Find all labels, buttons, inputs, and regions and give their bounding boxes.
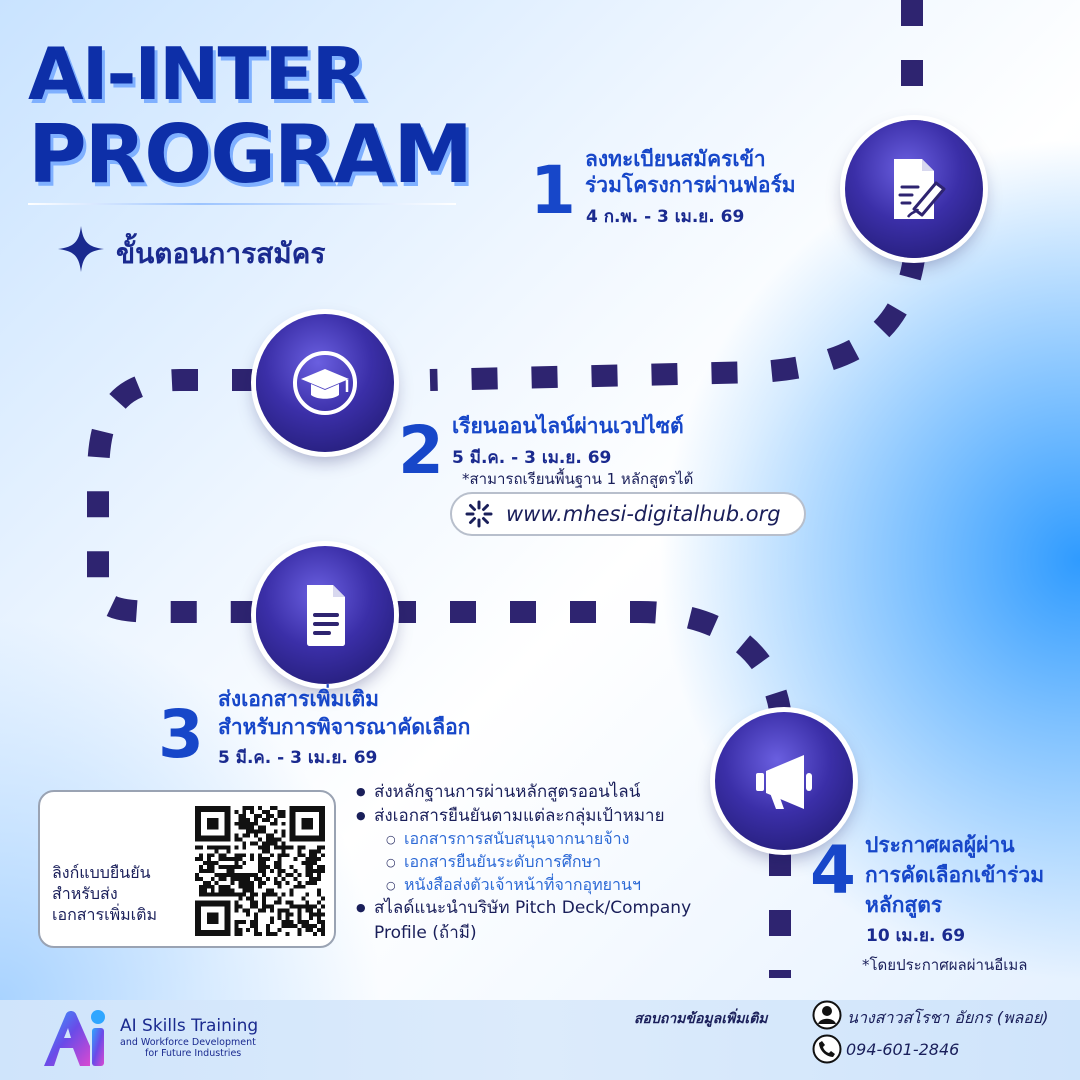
step-1-number: 1: [530, 152, 576, 229]
list-item: [356, 896, 756, 944]
step-4-title-line-2: การคัดเลือกเข้าร่วม: [865, 863, 1045, 887]
document-icon: [289, 579, 361, 651]
step-2-number: 2: [398, 412, 444, 489]
graduation-cap-icon: [289, 347, 361, 419]
qr-label-line-2: สำหรับส่ง: [52, 884, 118, 904]
step-1-circle: [845, 120, 983, 258]
sub-list-item: ○ เอกสารยืนยันระดับการศึกษา: [356, 851, 756, 874]
brand-subtitle-line-1: and Workforce Development: [120, 1037, 256, 1048]
phone-icon: [812, 1034, 842, 1064]
step-2-note: *สามารถเรียนพื้นฐาน 1 หลักสูตรได้: [462, 470, 694, 488]
list-item: ● ส่งหลักฐานการผ่านหลักสูตรออนไลน์: [356, 780, 756, 804]
qr-label-line-1: ลิงก์แบบยืนยัน: [52, 863, 151, 882]
contact-name: นางสาวสโรชา อัยกร (พลอย): [847, 1008, 1049, 1027]
step-4-number: 4: [810, 832, 856, 909]
step-4-note: *โดยประกาศผลผ่านอีเมล: [862, 956, 1028, 974]
step-2-date: 5 มี.ค. - 3 เม.ย. 69: [452, 448, 612, 468]
megaphone-icon: [748, 745, 820, 817]
step-3-date: 5 มี.ค. - 3 เม.ย. 69: [218, 748, 378, 768]
qr-label-line-3: เอกสารเพิ่มเติม: [52, 905, 158, 925]
step-4-date: 10 เม.ย. 69: [866, 926, 966, 946]
page-subtitle: ขั้นตอนการสมัคร: [116, 237, 326, 270]
requirements-list: [356, 780, 756, 945]
step-4-title-line-1: ประกาศผลผู้ผ่าน: [865, 833, 1015, 857]
person-icon: [812, 1000, 842, 1030]
step-1-title-line-1: ลงทะเบียนสมัครเข้า: [585, 147, 766, 171]
brand-subtitle-line-2: for Future Industries: [145, 1048, 242, 1059]
title-divider: [28, 203, 456, 205]
step-1-title-line-2: ร่วมโครงการผ่านฟอร์ม: [585, 173, 796, 197]
step-3-circle: [256, 546, 394, 684]
sub-list-item: ○ เอกสารการสนับสนุนจากนายจ้าง: [356, 828, 756, 851]
list-item-line-1: สไลด์แนะนำบริษัท Pitch Deck/Company: [374, 898, 692, 919]
list-item: ● ส่งเอกสารยืนยันตามแต่ละกลุ่มเป้าหมาย: [356, 804, 756, 828]
qr-label: [52, 862, 192, 925]
step-3-number: 3: [158, 696, 204, 773]
title-line-1: AI-INTER: [28, 32, 366, 116]
contact-label: สอบถามข้อมูลเพิ่มเติม: [634, 1011, 768, 1027]
step-1-date: 4 ก.พ. - 3 เม.ย. 69: [586, 207, 745, 227]
ai-skills-logo: [40, 1006, 110, 1068]
step-2-title: เรียนออนไลน์ผ่านเวปไซต์: [452, 414, 684, 438]
brand-name: AI Skills Training: [120, 1016, 259, 1036]
signing-document-icon: [878, 153, 950, 225]
sub-list-item: ○ หนังสือส่งตัวเจ้าหน้าที่จากอุทยานฯ: [356, 874, 756, 897]
contact-phone[interactable]: 094-601-2846: [846, 1040, 960, 1059]
website-link-pill[interactable]: [450, 492, 806, 536]
sparkle-icon: [56, 224, 106, 274]
step-4-title-line-3: หลักสูตร: [865, 893, 943, 917]
list-item-line-2: Profile (ถ้ามี): [374, 922, 477, 943]
title-line-2: PROGRAM: [28, 108, 472, 201]
step-4-circle: [715, 712, 853, 850]
step-2-circle: [256, 314, 394, 452]
qr-card: [38, 790, 336, 948]
step-3-title-line-1: ส่งเอกสารเพิ่มเติม: [218, 687, 379, 711]
step-3-title-line-2: สำหรับการพิจารณาคัดเลือก: [218, 715, 471, 739]
loading-spinner-icon: [464, 499, 494, 529]
qr-code[interactable]: [194, 806, 326, 936]
website-url[interactable]: www.mhesi-digitalhub.org: [506, 502, 781, 526]
